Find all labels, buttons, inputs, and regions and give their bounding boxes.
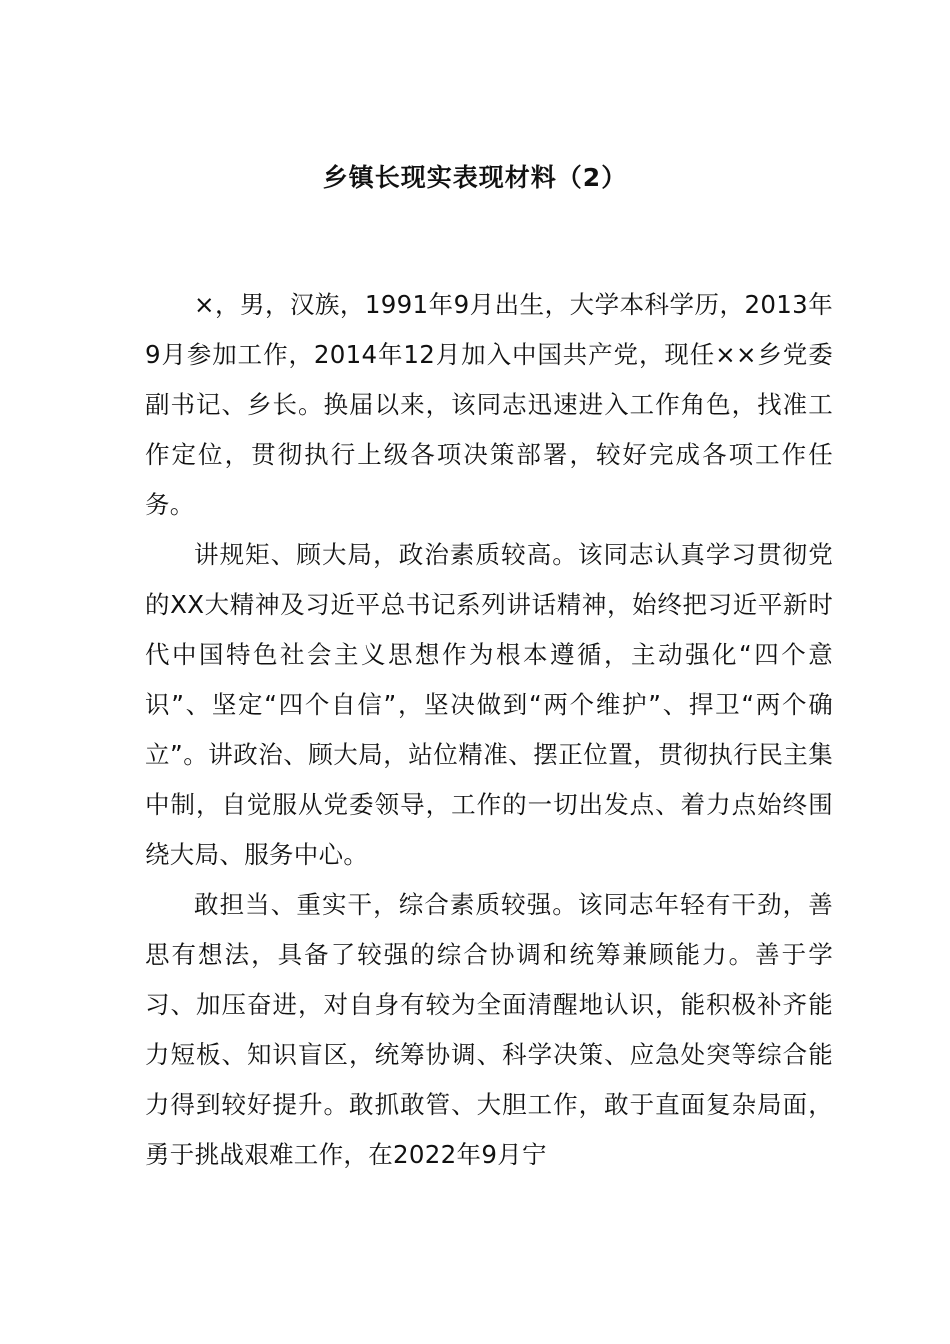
document-body [145,280,833,1180]
paragraph-overall-quality: 敢担当、重实干，综合素质较强。该同志年轻有干劲，善思有想法，具备了较强的综合协调和统筹兼顾能力。善于学习、加压奋进，对自身有较为全面清醒地认识，能积极补齐能力短板、知识盲区，统筹协调、科学决策、应急处突等综合能力得到较好提升。敢抓敢管、大胆工作，敢于直面复杂局面，勇于挑战艰难工作，在2022年9月宁 [145,890,833,1169]
paragraph-intro: ×，男，汉族，1991年9月出生，大学本科学历，2013年9月参加工作，2014年12月加入中国共产党，现任××乡党委副书记、乡长。换届以来，该同志迅速进入工作角色，找准工作定位，贯彻执行上级各项决策部署，较好完成各项工作任务。 [145,290,833,519]
document-title: 乡镇长现实表现材料（2） [322,163,628,192]
paragraph-political-quality: 讲规矩、顾大局，政治素质较高。该同志认真学习贯彻党的XX大精神及习近平总书记系列讲话精神，始终把习近平新时代中国特色社会主义思想作为根本遵循，主动强化“四个意识”、坚定“四个自信”，坚决做到“两个维护”、捍卫“两个确立”。讲政治、顾大局，站位精准、摆正位置，贯彻执行民主集中制，自觉服从党委领导，工作的一切出发点、着力点始终围绕大局、服务中心。 [145,540,833,869]
